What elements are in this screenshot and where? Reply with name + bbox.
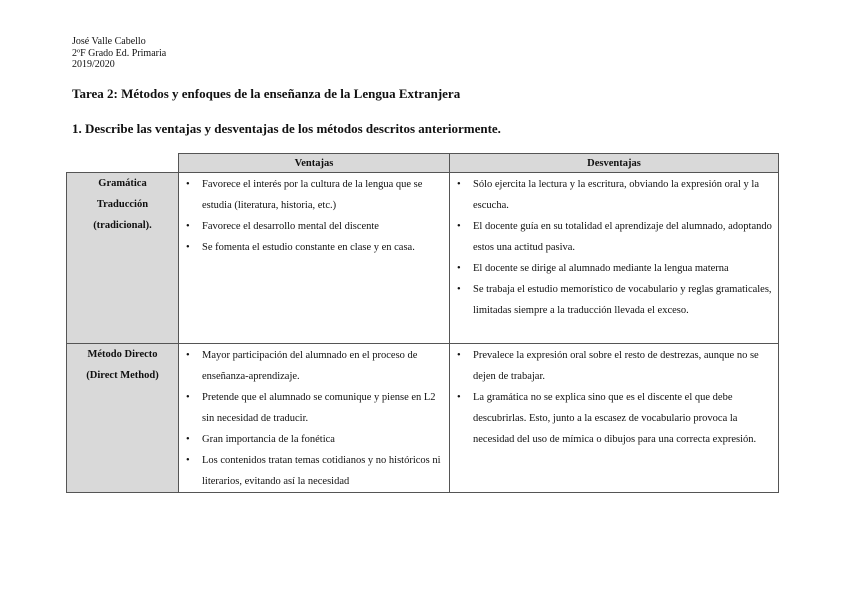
list-item: • Se fomenta el estudio constante en clase y en casa. [179,237,445,258]
advantages-list [179,344,449,492]
disadvantages-header: Desventajas [450,154,779,173]
course-name: 2ºF Grado Ed. Primaria [72,47,167,59]
disadvantages-cell [450,173,779,344]
methods-comparison-table [66,153,779,493]
disadvantages-list [450,344,778,450]
advantages-cell [179,173,450,344]
author-name: José Valle Cabello [72,36,146,47]
advantages-list [179,173,449,258]
advantages-header: Ventajas [179,154,450,173]
list-item: • Favorece el desarrollo mental del discente [179,216,445,237]
list-item: • La gramática no se explica sino que es el discente el que debe descubrirlas. Esto, junto a la escasez de vocabulario provoca la necesidad del uso de mímica o dibujos para una correcta expresión. [450,387,774,450]
academic-year: 2019/2020 [72,59,115,70]
method-name-line: (tradicional). [93,220,152,231]
method-name-line: Gramática [98,178,147,189]
question-heading: 1. Describe las ventajas y desventajas de los métodos descritos anteriormente. [72,121,501,136]
document-header [72,36,166,71]
list-item: • Favorece el interés por la cultura de la lengua que se estudia (literatura, historia, etc.) [179,174,445,216]
list-item: • Mayor participación del alumnado en el proceso de enseñanza-aprendizaje. [179,345,445,387]
list-item: • El docente guía en su totalidad el aprendizaje del alumnado, adoptando estos una actitud pasiva. [450,216,774,258]
method-name-line: Traducción [96,199,149,210]
list-item: • Sólo ejercita la lectura y la escritura, obviando la expresión oral y la escucha. [450,174,774,216]
table-row [67,344,779,493]
list-item: • Pretende que el alumnado se comunique y piense en L2 sin necesidad de traducir. [179,387,445,429]
disadvantages-cell [450,344,779,493]
disadvantages-list [450,173,778,321]
table-row [67,173,779,344]
list-item: • El docente se dirige al alumnado mediante la lengua materna [450,258,774,279]
list-item: • Gran importancia de la fonética [179,429,445,450]
method-name-line: (Direct Method) [86,370,159,381]
list-item: • Se trabaja el estudio memorístico de vocabulario y reglas gramaticales, limitadas siempre a la traducción llevada el exceso. [450,279,774,321]
list-item: • Los contenidos tratan temas cotidianos y no históricos ni literarios, evitando así la necesidad [179,450,445,492]
empty-corner-cell [67,154,179,173]
advantages-cell [179,344,450,493]
method-name-cell [67,344,179,493]
task-title: Tarea 2: Métodos y enfoques de la enseñanza de la Lengua Extranjera [72,86,461,101]
method-name-line: Método Directo [87,349,158,360]
list-item: • Prevalece la expresión oral sobre el resto de destrezas, aunque no se dejen de trabajar. [450,345,774,387]
method-name-cell [67,173,179,344]
table-header-row [67,154,779,173]
